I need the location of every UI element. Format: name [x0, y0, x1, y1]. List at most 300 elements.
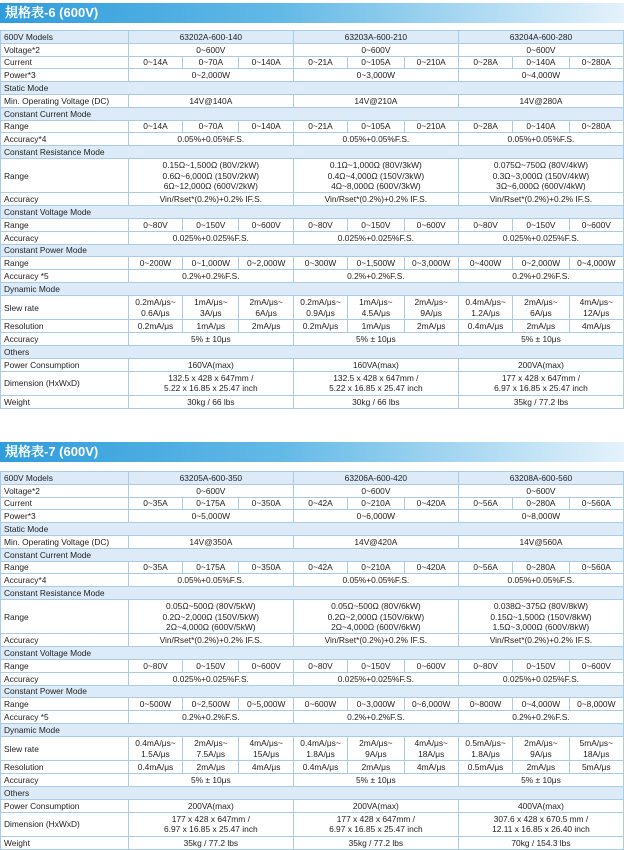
spec-value: 0.4mA/μs	[293, 761, 347, 774]
spec-value: 0~28A	[458, 56, 512, 69]
spec-row-range	[1, 660, 624, 673]
spec-value: 0.2mA/μs	[293, 320, 347, 333]
spec-value: 0~600V	[239, 660, 293, 673]
group-header: Constant Voltage Mode	[1, 206, 624, 219]
spec-value: 0.025%+0.025%F.S.	[458, 231, 623, 244]
value-line: 1.2A/μs	[471, 307, 500, 318]
spec-value: 1mA/μs	[348, 320, 404, 333]
spec-value: 0~21A	[293, 120, 347, 133]
spec-value: 0~280A	[569, 120, 623, 133]
spec-value: 0~8,000W	[458, 510, 623, 523]
spec-value: 0~42A	[293, 561, 347, 574]
spec-value: 0~6,000W	[293, 510, 458, 523]
spec-row-dynamic-mode	[1, 724, 624, 737]
spec-value: 2mA/μs	[348, 761, 404, 774]
spec-row-power-consumption	[1, 358, 624, 371]
spec-value: 0~70A	[183, 56, 239, 69]
spec-value: 0~140A	[239, 56, 293, 69]
spec-value: 0.05%+0.05%F.S.	[458, 133, 623, 146]
spec-value: 0~350A	[239, 561, 293, 574]
spec-value: 1mA/μs	[183, 320, 239, 333]
spec-value: 70kg / 154.3 lbs	[458, 837, 623, 850]
spec-value: 0~80V	[128, 219, 182, 232]
spec-value: 35kg / 77.2 lbs	[458, 396, 623, 409]
spec-value: 0~1,000W	[183, 257, 239, 270]
value-line: 5mA/μs~	[579, 738, 614, 749]
row-label: Min. Operating Voltage (DC)	[1, 535, 129, 548]
spec-value: 0~600V	[404, 660, 458, 673]
spec-value: 0~600V	[458, 43, 623, 56]
group-header: Static Mode	[1, 82, 624, 95]
spec-value	[239, 295, 293, 320]
spec-row-voltage-2	[1, 43, 624, 56]
spec-value: 0~80V	[128, 660, 182, 673]
value-line: 2mA/μs~	[249, 297, 283, 308]
spec-row-dimension-hxwxd	[1, 371, 624, 396]
spec-value	[458, 599, 623, 634]
spec-row-constant-voltage-mode	[1, 647, 624, 660]
spec-row-dynamic-mode	[1, 283, 624, 296]
spec-value: 0~4,000W	[458, 69, 623, 82]
spec-section-7	[0, 442, 624, 850]
spec-table	[0, 471, 624, 850]
spec-value: 0~80V	[458, 660, 512, 673]
spec-value	[293, 295, 347, 320]
spec-value	[128, 599, 293, 634]
group-header: Others	[1, 346, 624, 359]
spec-value: 5% ± 10μs	[458, 333, 623, 346]
value-line: 1.5Ω~3,000Ω (600V/8kW)	[492, 621, 590, 632]
group-header: Static Mode	[1, 523, 624, 536]
spec-value: 0~500W	[128, 698, 182, 711]
spec-value: 200VA(max)	[128, 799, 293, 812]
spec-value: 35kg / 77.2 lbs	[293, 837, 458, 850]
spec-value: 0~3,000W	[404, 257, 458, 270]
spec-value: 2mA/μs	[183, 761, 239, 774]
value-line: 4mA/μs~	[249, 738, 283, 749]
spec-value: 0~2,000W	[128, 69, 293, 82]
spec-value	[458, 371, 623, 396]
value-line: 2mA/μs~	[359, 738, 393, 749]
row-label: Accuracy*4	[1, 574, 129, 587]
group-header: Dynamic Mode	[1, 283, 624, 296]
value-line: 9A/μs	[530, 748, 552, 759]
spec-value: 0~35A	[128, 561, 182, 574]
value-line: 6.97 x 16.85 x 25.47 inch	[329, 824, 423, 835]
row-label: Accuracy	[1, 634, 129, 647]
spec-row-accuracy-5	[1, 711, 624, 724]
value-line: 177 x 428 x 647mm /	[501, 373, 581, 384]
row-label: Current	[1, 56, 129, 69]
row-label: Accuracy	[1, 333, 129, 346]
spec-value	[513, 736, 569, 761]
spec-value: 0~175A	[183, 497, 239, 510]
spec-row-resolution	[1, 761, 624, 774]
value-line: 0.05Ω~500Ω (80V/5kW)	[166, 601, 256, 612]
spec-value: 2mA/μs	[513, 761, 569, 774]
spec-value: 400VA(max)	[458, 799, 623, 812]
spec-row-current	[1, 497, 624, 510]
value-line: 0.6A/μs	[141, 307, 170, 318]
spec-value: 0.025%+0.025%F.S.	[293, 672, 458, 685]
row-label: Resolution	[1, 320, 129, 333]
row-label: Range	[1, 158, 129, 193]
spec-row-accuracy	[1, 231, 624, 244]
spec-value	[569, 295, 623, 320]
spec-value: 2mA/μs	[513, 320, 569, 333]
spec-value	[128, 371, 293, 396]
value-line: 0.4mA/μs~	[465, 297, 506, 308]
spec-row-current	[1, 56, 624, 69]
spec-value: 0.2%+0.2%F.S.	[128, 270, 293, 283]
spec-row-static-mode	[1, 523, 624, 536]
spec-row-accuracy-4	[1, 574, 624, 587]
spec-value: Vin/Rset*(0.2%)+0.2% IF.S.	[128, 193, 293, 206]
spec-value: 0~400W	[458, 257, 512, 270]
spec-value: 5% ± 10μs	[128, 774, 293, 787]
group-header: Constant Current Mode	[1, 107, 624, 120]
value-line: 0.2Ω~2,000Ω (150V/6kW)	[327, 611, 425, 622]
spec-row-power-consumption	[1, 799, 624, 812]
value-line: 6.97 x 16.85 x 25.47 inch	[164, 824, 258, 835]
spec-row-slew-rate	[1, 736, 624, 761]
row-label: Accuracy	[1, 672, 129, 685]
model-name: 63208A-600-560	[458, 472, 623, 485]
value-line: 7.5A/μs	[196, 748, 226, 759]
spec-row-accuracy	[1, 333, 624, 346]
value-line: 0.4Ω~4,000Ω (150V/3kW)	[327, 170, 425, 181]
spec-value: 2mA/μs	[239, 320, 293, 333]
value-line: 0.9A/μs	[306, 307, 335, 318]
spec-value: 0~800W	[458, 698, 512, 711]
value-line: 0.2Ω~2,000Ω (150V/5kW)	[162, 611, 260, 622]
spec-value	[128, 812, 293, 837]
spec-row-constant-voltage-mode	[1, 206, 624, 219]
value-line: 0.038Ω~375Ω (80V/8kW)	[493, 601, 589, 612]
spec-value: 0~21A	[293, 56, 347, 69]
spec-value: 200VA(max)	[293, 799, 458, 812]
spec-row-static-mode	[1, 82, 624, 95]
row-label: Power Consumption	[1, 799, 129, 812]
spec-value: 0.2%+0.2%F.S.	[458, 711, 623, 724]
spec-value: 0~80V	[293, 660, 347, 673]
value-line: 6.97 x 16.85 x 25.47 inch	[494, 383, 588, 394]
group-header: Others	[1, 787, 624, 800]
spec-value: 0~280A	[513, 497, 569, 510]
spec-value: Vin/Rset*(0.2%)+0.2% IF.S.	[293, 193, 458, 206]
row-label: Dimension (HxWxD)	[1, 371, 129, 396]
spec-value: 0.2%+0.2%F.S.	[293, 270, 458, 283]
model-name: 63203A-600-210	[293, 31, 458, 44]
spec-value: 5% ± 10μs	[458, 774, 623, 787]
value-line: 3Ω~6,000Ω (600V/4kW)	[496, 180, 586, 191]
group-header: Dynamic Mode	[1, 724, 624, 737]
value-line: 2mA/μs~	[194, 738, 228, 749]
model-name: 63205A-600-350	[128, 472, 293, 485]
value-line: 0.1Ω~1,000Ω (80V/3kW)	[329, 160, 422, 171]
spec-value: 14V@210A	[293, 94, 458, 107]
spec-value: 0~140A	[513, 56, 569, 69]
row-label: Weight	[1, 396, 129, 409]
spec-value: 5% ± 10μs	[293, 774, 458, 787]
spec-value: 0~300W	[293, 257, 347, 270]
spec-value: 0~80V	[458, 219, 512, 232]
value-line: 6Ω~12,000Ω (600V/2kW)	[163, 180, 258, 191]
spec-value: 0~80V	[293, 219, 347, 232]
spec-row-accuracy	[1, 774, 624, 787]
value-line: 0.6Ω~6,000Ω (150V/2kW)	[162, 170, 260, 181]
spec-value: 0.4mA/μs	[128, 761, 182, 774]
spec-value: 0.05%+0.05%F.S.	[128, 574, 293, 587]
value-line: 1.8A/μs	[306, 748, 335, 759]
spec-row-accuracy-5	[1, 270, 624, 283]
spec-value: 0~600V	[128, 484, 293, 497]
spec-value: 0.2%+0.2%F.S.	[458, 270, 623, 283]
group-header: Constant Current Mode	[1, 548, 624, 561]
spec-value	[128, 295, 182, 320]
spec-row-voltage-2	[1, 484, 624, 497]
value-line: 1.5A/μs	[141, 748, 170, 759]
spec-row-constant-power-mode	[1, 685, 624, 698]
group-header: Constant Resistance Mode	[1, 146, 624, 159]
spec-value: 0~14A	[128, 120, 182, 133]
spec-value: 0~3,000W	[348, 698, 404, 711]
value-line: 307.6 x 428 x 670.5 mm /	[493, 814, 589, 825]
spec-value: 0~14A	[128, 56, 182, 69]
spec-value: 0.4mA/μs	[458, 320, 512, 333]
spec-value: 0~3,000W	[293, 69, 458, 82]
spec-value: 0~56A	[458, 497, 512, 510]
spec-value	[569, 736, 623, 761]
group-header: Constant Power Mode	[1, 244, 624, 257]
spec-row-range	[1, 120, 624, 133]
value-line: 9A/μs	[365, 748, 387, 759]
spec-row-range	[1, 698, 624, 711]
spec-value: 0~210A	[348, 497, 404, 510]
spec-value	[404, 736, 458, 761]
row-label: Range	[1, 120, 129, 133]
value-line: 2Ω~4,000Ω (600V/5kW)	[166, 621, 256, 632]
value-line: 0.4mA/μs~	[135, 738, 176, 749]
value-line: 0.4mA/μs~	[300, 738, 341, 749]
spec-row-range	[1, 599, 624, 634]
spec-row-600v-models	[1, 31, 624, 44]
spec-value: 4mA/μs	[404, 761, 458, 774]
row-label: Dimension (HxWxD)	[1, 812, 129, 837]
row-label: Range	[1, 660, 129, 673]
row-label: 600V Models	[1, 472, 129, 485]
spec-value: 0~150V	[183, 219, 239, 232]
spec-value: 0~420A	[404, 497, 458, 510]
spec-value: 0~5,000W	[239, 698, 293, 711]
value-line: 12A/μs	[583, 307, 610, 318]
spec-row-accuracy	[1, 672, 624, 685]
spec-value	[239, 736, 293, 761]
spec-value: 0.025%+0.025%F.S.	[458, 672, 623, 685]
value-line: 1.8A/μs	[471, 748, 500, 759]
spec-row-range	[1, 219, 624, 232]
spec-value: 5mA/μs	[569, 761, 623, 774]
spec-row-range	[1, 257, 624, 270]
spec-value: Vin/Rset*(0.2%)+0.2% IF.S.	[293, 634, 458, 647]
spec-value: 0.2mA/μs	[128, 320, 182, 333]
spec-value	[183, 736, 239, 761]
spec-row-dimension-hxwxd	[1, 812, 624, 837]
spec-row-others	[1, 346, 624, 359]
spec-value: 0~105A	[348, 120, 404, 133]
row-label: Range	[1, 599, 129, 634]
spec-value: 0~600V	[569, 219, 623, 232]
spec-value	[293, 736, 347, 761]
spec-value: 0~150V	[348, 219, 404, 232]
spec-value: 14V@140A	[128, 94, 293, 107]
value-line: 4.5A/μs	[361, 307, 391, 318]
spec-value	[293, 158, 458, 193]
spec-value	[183, 295, 239, 320]
spec-value: 0.025%+0.025%F.S.	[293, 231, 458, 244]
spec-value: 0~42A	[293, 497, 347, 510]
spec-row-weight	[1, 837, 624, 850]
spec-row-resolution	[1, 320, 624, 333]
spec-row-power-3	[1, 69, 624, 82]
value-line: 5.22 x 16.85 x 25.47 inch	[164, 383, 258, 394]
spec-value: 0.05%+0.05%F.S.	[458, 574, 623, 587]
spec-value: 0~210A	[404, 56, 458, 69]
row-label: Range	[1, 257, 129, 270]
spec-table	[0, 30, 624, 409]
row-label: Range	[1, 561, 129, 574]
row-label: Accuracy	[1, 231, 129, 244]
spec-value: 0~28A	[458, 120, 512, 133]
spec-value	[404, 295, 458, 320]
value-line: 177 x 428 x 647mm /	[171, 814, 250, 825]
spec-value: 0~600V	[293, 484, 458, 497]
spec-value: 0~280A	[569, 56, 623, 69]
value-line: 18A/μs	[583, 748, 610, 759]
spec-value	[293, 599, 458, 634]
spec-value: 0~280A	[513, 561, 569, 574]
spec-value: 0~210A	[348, 561, 404, 574]
spec-row-600v-models	[1, 472, 624, 485]
spec-value: 0~2,000W	[513, 257, 569, 270]
spec-value: Vin/Rset*(0.2%)+0.2% IF.S.	[458, 634, 623, 647]
value-line: 4Ω~8,000Ω (600V/3kW)	[331, 180, 421, 191]
model-name: 63204A-600-280	[458, 31, 623, 44]
row-label: Weight	[1, 837, 129, 850]
spec-value	[458, 158, 623, 193]
spec-value	[293, 812, 458, 837]
spec-value: 0~210A	[404, 120, 458, 133]
spec-value: 5% ± 10μs	[293, 333, 458, 346]
spec-value: 4mA/μs	[569, 320, 623, 333]
value-line: 132.5 x 428 x 647mm /	[333, 373, 419, 384]
spec-row-accuracy-4	[1, 133, 624, 146]
spec-value: 2mA/μs	[404, 320, 458, 333]
spec-value: Vin/Rset*(0.2%)+0.2% IF.S.	[458, 193, 623, 206]
value-line: 0.2mA/μs~	[300, 297, 341, 308]
spec-value: 14V@280A	[458, 94, 623, 107]
value-line: 2mA/μs~	[524, 297, 558, 308]
row-label: Accuracy *5	[1, 270, 129, 283]
value-line: 132.5 x 428 x 647mm /	[168, 373, 254, 384]
spec-value: 0~350A	[239, 497, 293, 510]
value-line: 18A/μs	[418, 748, 445, 759]
spec-value: 0~2,000W	[239, 257, 293, 270]
value-line: 0.2mA/μs~	[135, 297, 176, 308]
spec-value: 0~175A	[183, 561, 239, 574]
value-line: 1mA/μs~	[359, 297, 393, 308]
spec-value: 0.2%+0.2%F.S.	[293, 711, 458, 724]
spec-value: 0~8,000W	[569, 698, 623, 711]
spec-value: 0~150V	[183, 660, 239, 673]
row-label: Accuracy*4	[1, 133, 129, 146]
row-label: Slew rate	[1, 295, 129, 320]
spec-value: 160VA(max)	[128, 358, 293, 371]
spec-value: 0~560A	[569, 561, 623, 574]
row-label: Power*3	[1, 510, 129, 523]
row-label: Slew rate	[1, 736, 129, 761]
spec-row-range	[1, 561, 624, 574]
spec-value: 0~600V	[569, 660, 623, 673]
row-label: Power*3	[1, 69, 129, 82]
spec-row-min-operating-voltage-dc	[1, 535, 624, 548]
spec-value: 30kg / 66 lbs	[128, 396, 293, 409]
spec-value	[293, 371, 458, 396]
spec-value: 200VA(max)	[458, 358, 623, 371]
spec-value: 0~4,000W	[513, 698, 569, 711]
value-line: 2mA/μs~	[414, 297, 448, 308]
row-label: Accuracy *5	[1, 711, 129, 724]
row-label: Resolution	[1, 761, 129, 774]
row-label: Voltage*2	[1, 484, 129, 497]
row-label: Accuracy	[1, 193, 129, 206]
spec-value	[128, 736, 182, 761]
spec-value	[458, 295, 512, 320]
value-line: 12.11 x 16.85 x 26.40 inch	[492, 824, 590, 835]
model-name: 63202A-600-140	[128, 31, 293, 44]
row-label: Voltage*2	[1, 43, 129, 56]
spec-value: 0.2%+0.2%F.S.	[128, 711, 293, 724]
spec-value	[348, 295, 404, 320]
spec-value	[458, 736, 512, 761]
spec-value: 0.05%+0.05%F.S.	[128, 133, 293, 146]
row-label: 600V Models	[1, 31, 129, 44]
value-line: 1mA/μs~	[194, 297, 228, 308]
spec-value: 14V@350A	[128, 535, 293, 548]
value-line: 4mA/μs~	[579, 297, 614, 308]
spec-value: 0~70A	[183, 120, 239, 133]
spec-value: 0~560A	[569, 497, 623, 510]
spec-value: 0~140A	[239, 120, 293, 133]
spec-row-constant-current-mode	[1, 548, 624, 561]
spec-value: 35kg / 77.2 lbs	[128, 837, 293, 850]
model-name: 63206A-600-420	[293, 472, 458, 485]
group-header: Constant Power Mode	[1, 685, 624, 698]
spec-row-constant-current-mode	[1, 107, 624, 120]
row-label: Current	[1, 497, 129, 510]
spec-value: 4mA/μs	[239, 761, 293, 774]
value-line: 15A/μs	[253, 748, 280, 759]
spec-value	[513, 295, 569, 320]
spec-value: 0~2,500W	[183, 698, 239, 711]
spec-value: 0~600V	[239, 219, 293, 232]
row-label: Accuracy	[1, 774, 129, 787]
spec-value: 0.025%+0.025%F.S.	[128, 231, 293, 244]
value-line: 3A/μs	[200, 307, 222, 318]
spec-value: 0~600V	[458, 484, 623, 497]
spec-row-constant-resistance-mode	[1, 146, 624, 159]
value-line: 9A/μs	[420, 307, 442, 318]
